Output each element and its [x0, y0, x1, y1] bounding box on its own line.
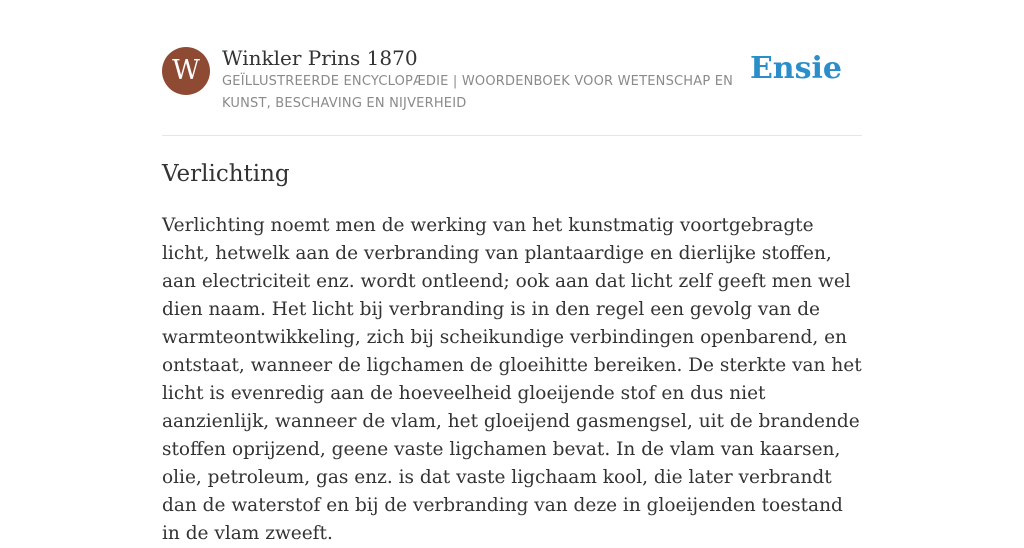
source-subtitle: GEÏLLUSTREERDE ENCYCLOPÆDIE | WOORDENBOEK VOOR WETENSCHAP EN KUNST, BESCHAVING EN NIJVERHEID [222, 74, 734, 111]
source-title[interactable]: Winkler Prins 1870 [222, 46, 418, 70]
entry-body: Verlichting noemt men de werking van het kunstmatig voortgebragte licht, hetwelk aan de verbranding van plantaardige en dierlijke stoffen, aan electriciteit enz. wordt ontleend; ook aan dat licht zelf geeft men wel dien naam. Het licht bij verbranding is in den regel een gevolg van de warmteontwikkeling, zich bij scheikundige verbindingen openbarend, en ontstaat, wanneer de ligchamen de gloeihitte bereiken. De sterkte van het licht is evenredig aan de hoeveelheid gloeijende stof en dus niet aanzienlijk, wanneer de vlam, het gloeijend gasmengsel, uit de brandende stoffen oprijzend, geene vaste ligchamen bevat. In de vlam van kaarsen, olie, petroleum, gas enz. is dat vaste ligchaam kool, die later verbrandt dan de waterstof en bij de verbranding van deze in gloeijenden toestand in de vlam zweeft. [162, 215, 862, 544]
ensie-logo[interactable]: Ensie [749, 51, 842, 86]
source-header [162, 46, 862, 136]
source-avatar[interactable]: W [162, 47, 210, 95]
header-divider [162, 135, 862, 136]
entry-title: Verlichting [162, 161, 290, 187]
